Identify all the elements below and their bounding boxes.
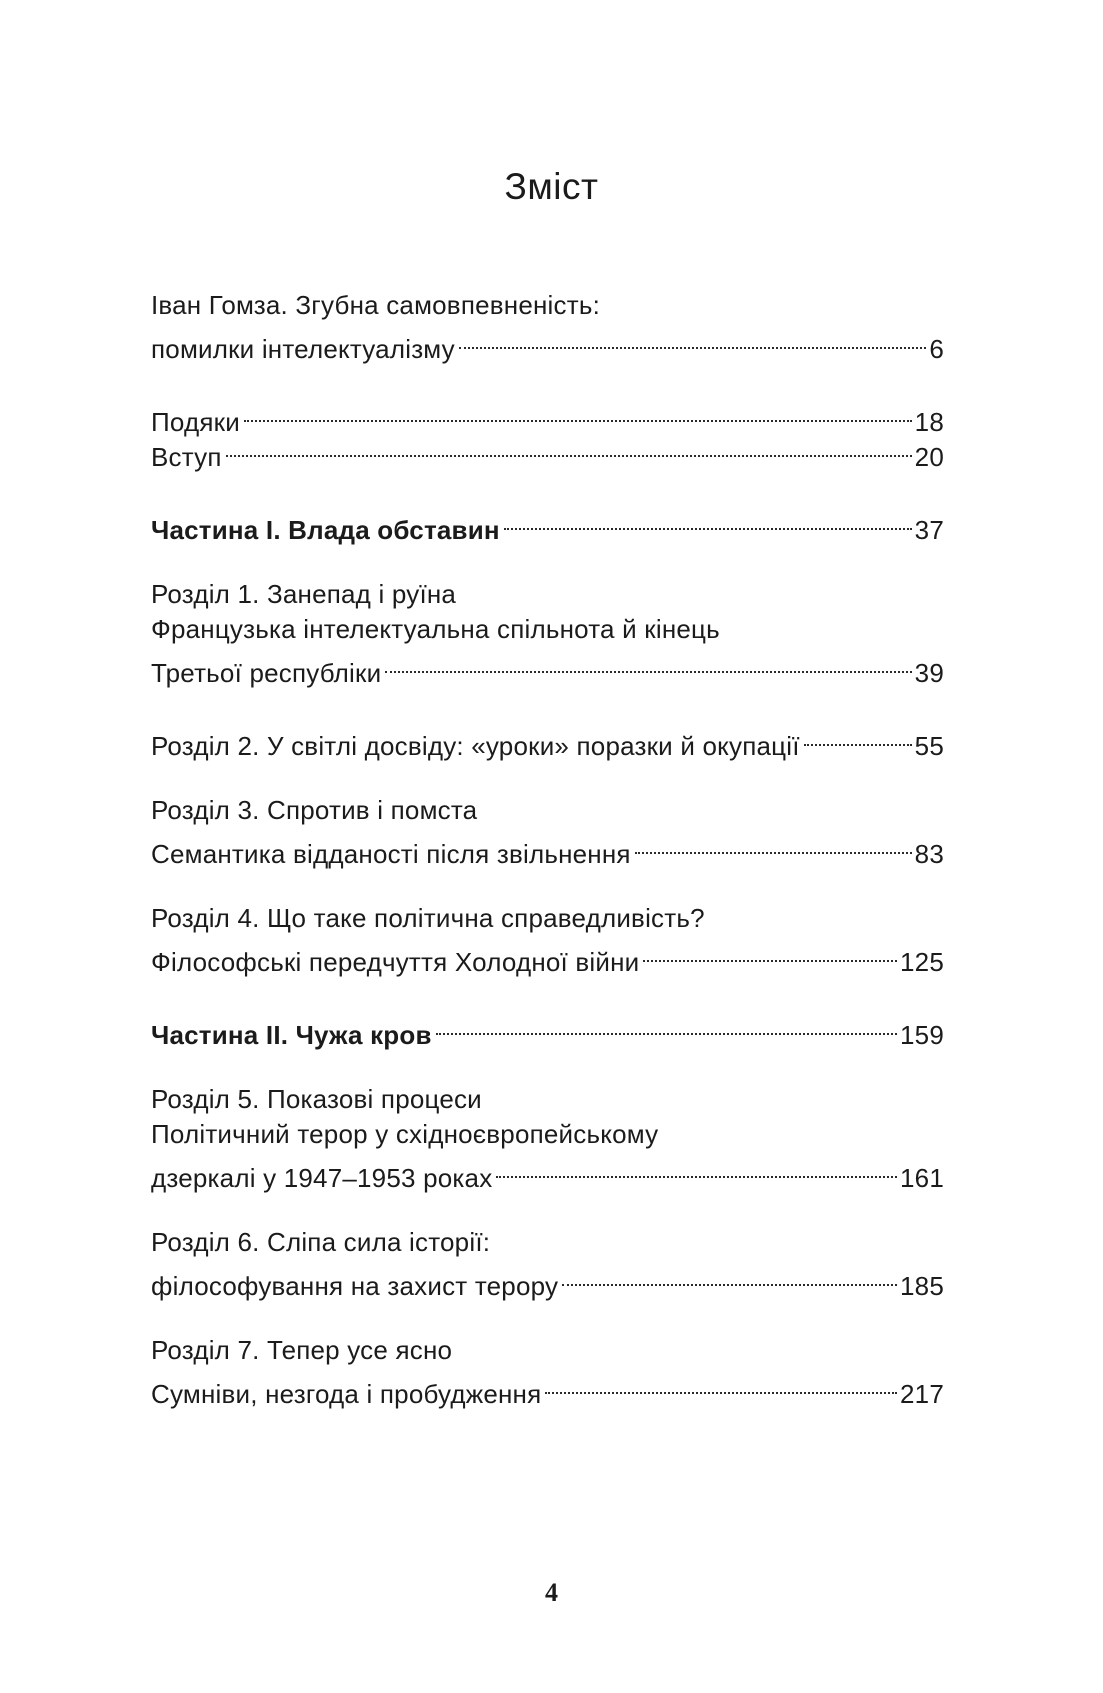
toc-entry-line: Частина II. Чужа кров — [151, 1020, 432, 1050]
toc-entry[interactable] — [151, 431, 944, 472]
toc-entry-line: Сумніви, незгода і пробудження — [151, 1379, 542, 1409]
toc-entry-line: Політичний терор у східноєвропейському — [151, 1119, 659, 1149]
toc-entry[interactable] — [151, 901, 944, 977]
toc-entry-line: Французька інтелектуальна спільнота й кінець — [151, 614, 720, 644]
toc-entry[interactable] — [151, 396, 944, 437]
toc-entry-line: помилки інтелектуалізму — [151, 334, 455, 364]
toc-entry[interactable] — [151, 793, 944, 869]
leader-dots — [244, 396, 912, 431]
leader-dots — [643, 936, 897, 971]
leader-dots — [385, 647, 911, 682]
toc-entry-line: Розділ 4. Що таке політична справедливість? — [151, 903, 705, 933]
leader-dots — [545, 1368, 897, 1403]
toc-page-number: 39 — [914, 658, 944, 688]
toc-page-number: 159 — [900, 1020, 944, 1050]
toc-entry[interactable] — [151, 288, 944, 364]
toc-entry-line: Розділ 5. Показові процеси — [151, 1084, 482, 1114]
leader-dots — [504, 504, 912, 539]
toc-entry-line: Розділ 1. Занепад і руїна — [151, 579, 457, 609]
toc-entry[interactable] — [151, 1333, 944, 1409]
toc-entry-line: Подяки — [151, 407, 240, 437]
toc-page-number: 37 — [914, 515, 944, 545]
leader-dots — [635, 828, 912, 863]
toc-entry-line: Частина I. Влада обставин — [151, 515, 500, 545]
toc-page-number: 20 — [914, 442, 944, 472]
toc-entry-part[interactable] — [151, 1009, 944, 1050]
toc-page-number: 185 — [900, 1271, 944, 1301]
toc-entry-line: Розділ 7. Тепер усе ясно — [151, 1335, 453, 1365]
toc-entry[interactable] — [151, 1082, 944, 1193]
leader-dots — [562, 1260, 897, 1295]
toc-page-number: 125 — [900, 947, 944, 977]
leader-dots — [459, 323, 926, 358]
toc-page-number: 161 — [900, 1163, 944, 1193]
toc-entry-line: Вступ — [151, 442, 222, 472]
toc-entry-line: Іван Гомза. Згубна самовпевненість: — [151, 290, 600, 320]
toc-entry-line: філософування на захист терору — [151, 1271, 559, 1301]
table-of-contents — [151, 288, 944, 1409]
page-number: 4 — [545, 1578, 558, 1607]
toc-entry-line: Третьої республіки — [151, 658, 382, 688]
toc-entry-line: Розділ 6. Сліпа сила історії: — [151, 1227, 491, 1257]
toc-entry[interactable] — [151, 577, 944, 688]
toc-page-number: 217 — [900, 1379, 944, 1409]
toc-page-number: 55 — [914, 731, 944, 761]
toc-page-number: 6 — [929, 334, 944, 364]
leader-dots — [226, 431, 912, 466]
leader-dots — [436, 1009, 897, 1044]
toc-entry-line: Розділ 3. Спротив і помста — [151, 795, 478, 825]
toc-entry[interactable] — [151, 720, 944, 761]
leader-dots — [496, 1152, 897, 1187]
page-title: Зміст — [504, 166, 599, 207]
toc-page-number: 83 — [914, 839, 944, 869]
toc-entry-line: Філософські передчуття Холодної війни — [151, 947, 640, 977]
toc-entry-part[interactable] — [151, 504, 944, 545]
toc-entry-line: дзеркалі у 1947–1953 роках — [151, 1163, 493, 1193]
toc-entry-line: Семантика відданості після звільнення — [151, 839, 631, 869]
leader-dots — [804, 720, 912, 755]
toc-page-number: 18 — [914, 407, 944, 437]
toc-entry-line: Розділ 2. У світлі досвіду: «уроки» поразки й окупації — [151, 731, 800, 761]
toc-entry[interactable] — [151, 1225, 944, 1301]
